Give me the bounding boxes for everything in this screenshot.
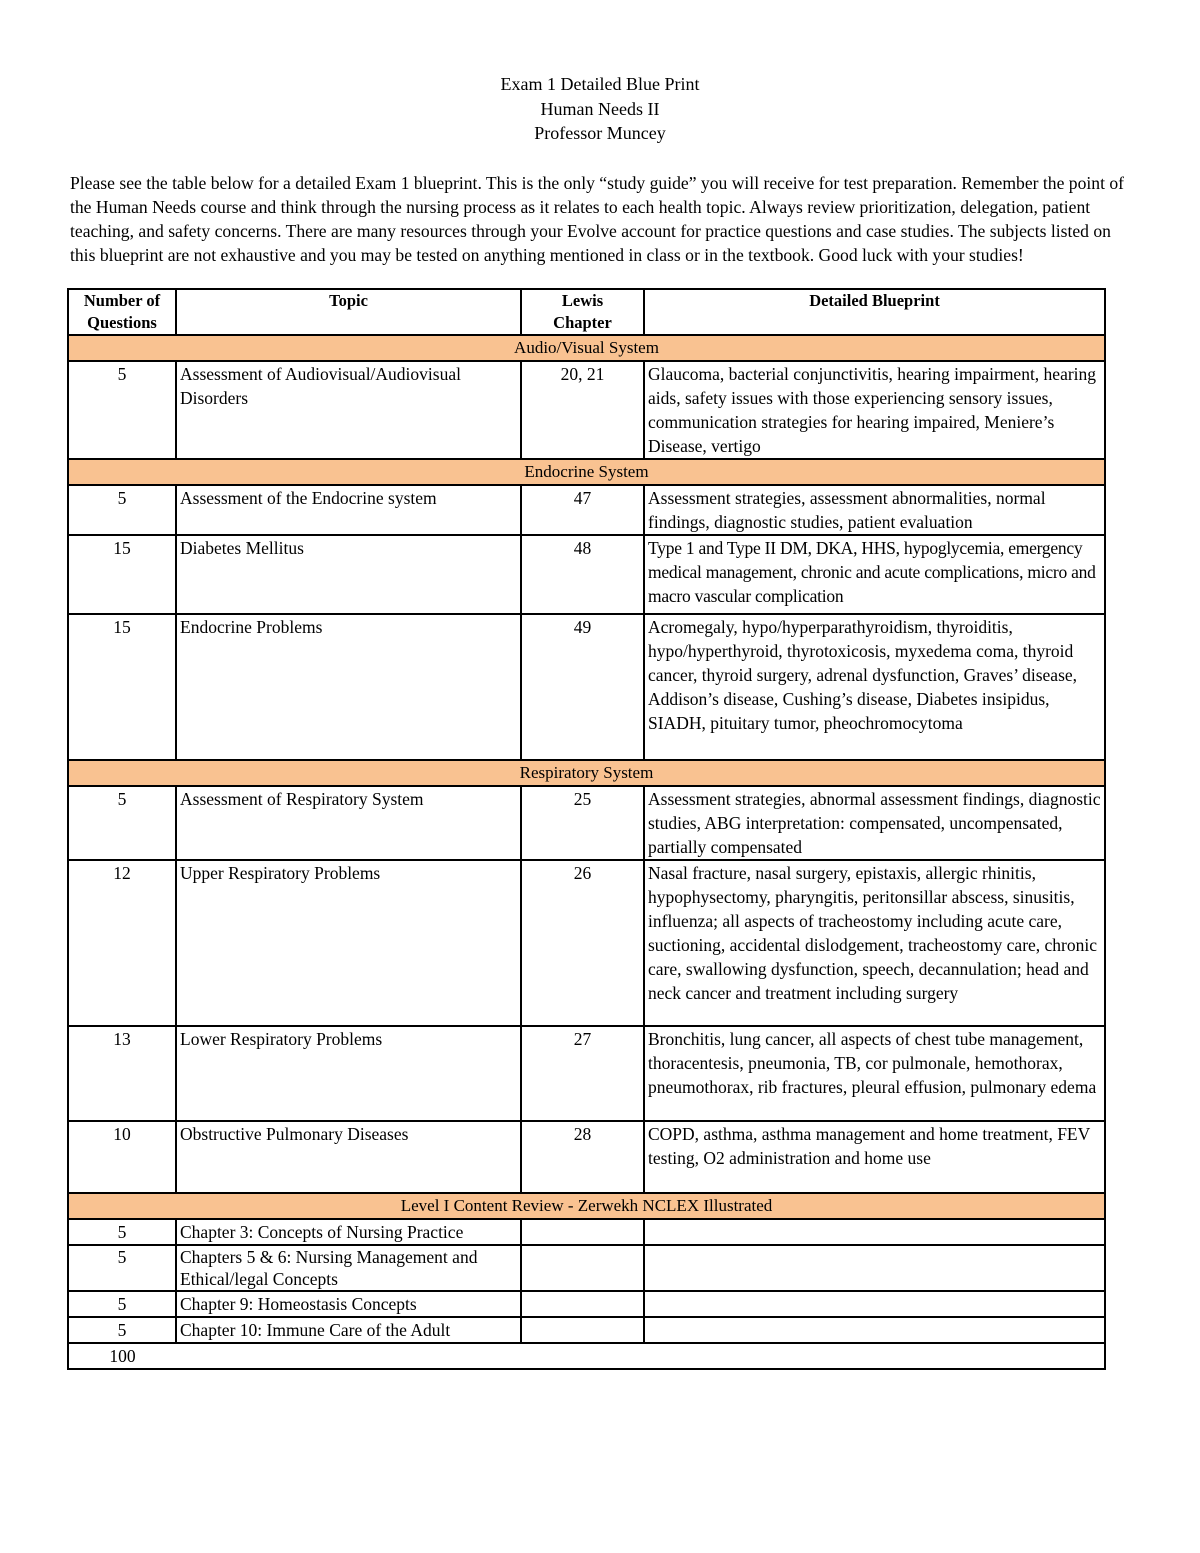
table-row — [68, 1317, 1105, 1343]
section-title: Audio/Visual System — [68, 335, 1105, 361]
topic-cell: Chapter 9: Homeostasis Concepts — [176, 1291, 521, 1317]
question-count: 12 — [68, 860, 176, 1026]
intro-paragraph: Please see the table below for a detailed Exam 1 blueprint. This is the only “study guide” you will receive for test preparation. Remember the point of the Human Needs course and think through the nursing process as it relates to each health topic. Always review prioritization, delegation, patient teaching, and safety concerns. There are many resources through your Evolve account for practice questions and case studies. The subjects listed on this blueprint are not exhaustive and you may be tested on anything mentioned in class or in the textbook. Good luck with your studies! — [70, 173, 1125, 265]
question-count: 5 — [68, 361, 176, 459]
table-row — [68, 786, 1105, 860]
detail-cell: Glaucoma, bacterial conjunctivitis, hearing impairment, hearing aids, safety issues with those experiencing sensory issues, communication strategies for hearing impaired, Meniere’s Disease, vertigo — [644, 361, 1105, 459]
chapter-cell — [521, 1219, 644, 1245]
table-row — [68, 1121, 1105, 1193]
detail-cell — [644, 1317, 1105, 1343]
section-row-endocrine — [68, 459, 1105, 485]
table-row — [68, 1291, 1105, 1317]
question-count: 15 — [68, 535, 176, 614]
table-row — [68, 1026, 1105, 1121]
question-count: 5 — [68, 485, 176, 535]
detail-cell: Nasal fracture, nasal surgery, epistaxis, allergic rhinitis, hypophysectomy, pharyngitis, peritonsillar abscess, sinusitis, influenza; all aspects of tracheostomy including acute care, suctioning, accidental dislodgement, tracheostomy care, chronic care, swallowing dysfunction, speech, decannulation; head and neck cancer and treatment including surgery — [644, 860, 1105, 1026]
table-row — [68, 485, 1105, 535]
section-title: Endocrine System — [68, 459, 1105, 485]
header-detailed-blueprint: Detailed Blueprint — [644, 289, 1105, 335]
detail-cell: COPD, asthma, asthma management and home treatment, FEV testing, O2 administration and home use — [644, 1121, 1105, 1193]
detail-cell: Bronchitis, lung cancer, all aspects of chest tube management, thoracentesis, pneumonia, TB, cor pulmonale, hemothorax, pneumothorax, rib fractures, pleural effusion, pulmonary edema — [644, 1026, 1105, 1121]
detail-cell: Assessment strategies, assessment abnormalities, normal findings, diagnostic studies, patient evaluation — [644, 485, 1105, 535]
topic-cell: Assessment of the Endocrine system — [176, 485, 521, 535]
header-number-of-questions: Number of Questions — [68, 289, 176, 335]
table-row — [68, 860, 1105, 1026]
detail-cell: Type 1 and Type II DM, DKA, HHS, hypoglycemia, emergency medical management, chronic and acute complications, micro and macro vascular complication — [644, 535, 1105, 614]
question-count: 10 — [68, 1121, 176, 1193]
section-title: Respiratory System — [68, 760, 1105, 786]
question-count: 5 — [68, 1219, 176, 1245]
topic-cell: Lower Respiratory Problems — [176, 1026, 521, 1121]
question-count: 5 — [68, 786, 176, 860]
topic-cell: Diabetes Mellitus — [176, 535, 521, 614]
blueprint-table — [67, 288, 1106, 1370]
header-lewis-chapter: Lewis Chapter — [521, 289, 644, 335]
topic-cell: Endocrine Problems — [176, 614, 521, 760]
detail-cell: Acromegaly, hypo/hyperparathyroidism, thyroiditis, hypo/hyperthyroid, thyrotoxicosis, myxedema coma, thyroid cancer, thyroid surgery, adrenal dysfunction, Graves’ disease, Addison’s disease, Cushing’s disease, Diabetes insipidus, SIADH, pituitary tumor, pheochromocytoma — [644, 614, 1105, 760]
chapter-cell — [521, 1291, 644, 1317]
question-count: 15 — [68, 614, 176, 760]
question-count: 13 — [68, 1026, 176, 1121]
course-name: Human Needs II — [540, 98, 660, 119]
chapter-cell: 27 — [521, 1026, 644, 1121]
chapter-cell: 26 — [521, 860, 644, 1026]
chapter-cell — [521, 1317, 644, 1343]
chapter-cell: 25 — [521, 786, 644, 860]
chapter-cell: 47 — [521, 485, 644, 535]
document-header — [0, 72, 1200, 146]
topic-cell: Assessment of Audiovisual/Audiovisual Disorders — [176, 361, 521, 459]
topic-cell: Chapters 5 & 6: Nursing Management and Ethical/legal Concepts — [176, 1245, 521, 1291]
chapter-cell: 28 — [521, 1121, 644, 1193]
topic-cell: Upper Respiratory Problems — [176, 860, 521, 1026]
section-row-respiratory — [68, 760, 1105, 786]
total-row-filler — [176, 1343, 1105, 1369]
table-row — [68, 614, 1105, 760]
chapter-cell — [521, 1245, 644, 1291]
chapter-cell: 20, 21 — [521, 361, 644, 459]
table-row — [68, 535, 1105, 614]
question-count: 5 — [68, 1317, 176, 1343]
topic-cell: Obstructive Pulmonary Diseases — [176, 1121, 521, 1193]
header-topic: Topic — [176, 289, 521, 335]
total-questions: 100 — [68, 1343, 176, 1369]
detail-cell — [644, 1219, 1105, 1245]
table-row — [68, 1245, 1105, 1291]
table-row — [68, 361, 1105, 459]
topic-cell: Chapter 3: Concepts of Nursing Practice — [176, 1219, 521, 1245]
topic-cell: Assessment of Respiratory System — [176, 786, 521, 860]
question-count: 5 — [68, 1291, 176, 1317]
detail-cell — [644, 1291, 1105, 1317]
question-count: 5 — [68, 1245, 176, 1291]
table-header-row — [68, 289, 1105, 335]
table-row — [68, 1219, 1105, 1245]
total-row — [68, 1343, 1105, 1369]
chapter-cell: 48 — [521, 535, 644, 614]
section-row-level-1-review — [68, 1193, 1105, 1219]
section-title: Level I Content Review - Zerwekh NCLEX Illustrated — [68, 1193, 1105, 1219]
chapter-cell: 49 — [521, 614, 644, 760]
topic-cell: Chapter 10: Immune Care of the Adult — [176, 1317, 521, 1343]
professor-name: Professor Muncey — [534, 123, 666, 143]
detail-cell — [644, 1245, 1105, 1291]
document-title: Exam 1 Detailed Blue Print — [500, 74, 700, 94]
section-row-audio-visual — [68, 335, 1105, 361]
detail-cell: Assessment strategies, abnormal assessment findings, diagnostic studies, ABG interpretation: compensated, uncompensated, partially compensated — [644, 786, 1105, 860]
